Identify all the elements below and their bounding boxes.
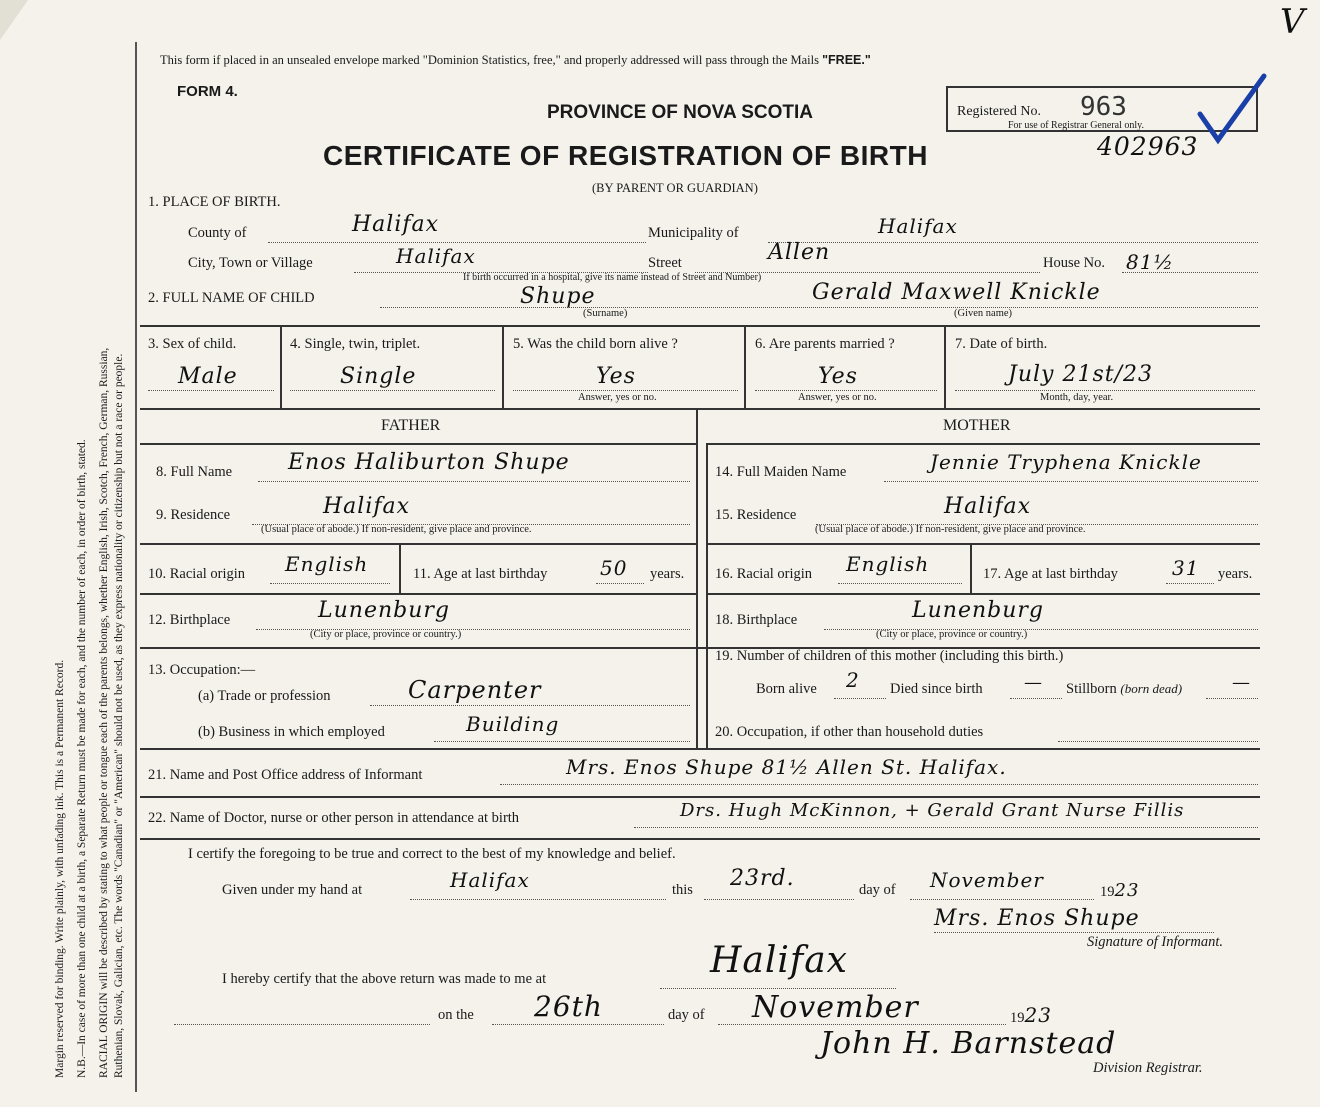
mother-residence-label: 15. Residence (715, 507, 797, 523)
certificate-title: CERTIFICATE OF REGISTRATION OF BIRTH (323, 140, 928, 171)
registrar-statement: I hereby certify that the above return was made to me at (222, 971, 547, 987)
mother-name-label: 14. Full Maiden Name (715, 464, 847, 480)
plurality-value: Single (340, 364, 417, 389)
father-trade-value: Carpenter (408, 676, 542, 704)
sex-value: Male (178, 364, 238, 389)
municipality-value: Halifax (878, 214, 958, 238)
surname-note: (Surname) (583, 308, 628, 319)
certify-year-prefix: 19 (1100, 884, 1115, 900)
place-of-birth-label: 1. PLACE OF BIRTH. (148, 194, 281, 210)
house-label: House No. (1043, 255, 1106, 271)
city-value: Halifax (396, 244, 476, 268)
mother-age-label: 17. Age at last birthday (983, 566, 1118, 582)
informant-signature-label: Signature of Informant. (1087, 934, 1224, 950)
mother-residence-value: Halifax (944, 494, 1032, 519)
born-alive-value: Yes (596, 364, 636, 389)
child-surname: Shupe (520, 284, 596, 309)
certificate-subtitle: (BY PARENT OR GUARDIAN) (592, 181, 758, 195)
informant-signature: Mrs. Enos Shupe (934, 906, 1140, 931)
mail-note-free: "FREE." (822, 53, 871, 67)
father-age-unit: years. (650, 566, 685, 582)
registered-label: Registered No. (957, 104, 1041, 119)
house-value: 81½ (1126, 250, 1174, 274)
stillborn-text: Stillborn (1066, 681, 1117, 697)
registrar-year-value: 23 (1024, 1003, 1052, 1027)
father-racial-value: English (285, 552, 369, 576)
birth-date-label: 7. Date of birth. (955, 336, 1048, 352)
registered-value: 963 (1080, 92, 1127, 122)
father-racial-label: 10. Racial origin (148, 566, 246, 582)
certify-day-of-label: day of (859, 882, 896, 898)
birth-date-note: Month, day, year. (1040, 392, 1114, 403)
registrar-month: November (752, 990, 919, 1025)
hospital-note: If birth occurred in a hospital, give its name instead of Street and Number) (463, 272, 762, 283)
registrar-day: 26th (534, 990, 603, 1023)
registrar-signature-label: Division Registrar. (1093, 1060, 1203, 1076)
father-business-label: (b) Business in which employed (198, 724, 385, 740)
born-alive-count: 2 (846, 668, 860, 692)
father-birthplace-label: 12. Birthplace (148, 612, 231, 628)
margin-note-3: RACIAL ORIGIN will be described by stating to what people or tongue each of the parents belongs, whether English, Irish, Scotch, French, German, Russian, (98, 347, 110, 1078)
registrar-year-prefix: 19 (1010, 1010, 1025, 1026)
mother-birthplace-note: (City or place, province or country.) (876, 629, 1028, 640)
mother-age-value: 31 (1172, 556, 1200, 580)
margin-note-1: Margin reserved for binding. Write plainly, with unfading ink. This is a Permanent Record. (54, 659, 66, 1078)
plurality-label: 4. Single, twin, triplet. (290, 336, 421, 352)
born-alive-label: 5. Was the child born alive ? (513, 336, 678, 352)
mail-note (160, 53, 871, 68)
father-name-value: Enos Haliburton Shupe (288, 450, 570, 475)
registrar-place: Halifax (710, 940, 848, 981)
row3-bottom-rule (140, 408, 1260, 410)
father-age-value: 50 (600, 556, 628, 580)
father-age-label: 11. Age at last birthday (413, 566, 548, 582)
attendant-label: 22. Name of Doctor, nurse or other person in attendance at birth (148, 810, 520, 826)
checkmark-icon (1196, 70, 1270, 150)
county-value: Halifax (352, 212, 440, 237)
parents-married-label: 6. Are parents married ? (755, 336, 895, 352)
informant-value: Mrs. Enos Shupe 81½ Allen St. Halifax. (566, 755, 1007, 779)
certify-year (1100, 880, 1139, 901)
given-place: Halifax (450, 868, 530, 892)
died-since-birth-value: — (1024, 672, 1043, 693)
born-alive-note: Answer, yes or no. (578, 392, 657, 403)
mother-name-value: Jennie Tryphena Knickle (930, 450, 1202, 474)
mother-age-unit: years. (1218, 566, 1253, 582)
binding-margin-line (135, 42, 137, 1092)
child-name-label: 2. FULL NAME OF CHILD (148, 290, 315, 306)
stillborn-note: (born dead) (1120, 681, 1183, 696)
father-business-value: Building (466, 712, 560, 736)
father-birthplace-value: Lunenburg (318, 598, 450, 623)
city-label: City, Town or Village (188, 255, 313, 271)
mail-note-text: This form if placed in an unsealed envelope marked "Dominion Statistics, free," and properly addressed will pass through the Mails (160, 53, 819, 67)
mother-residence-note: (Usual place of abode.) If non-resident, give place and province. (815, 524, 1086, 535)
street-value: Allen (768, 240, 831, 265)
handwritten-number: 402963 (1097, 132, 1199, 161)
child-given-name: Gerald Maxwell Knickle (812, 280, 1101, 305)
county-label: County of (188, 225, 247, 241)
registrar-year (1010, 1003, 1052, 1027)
this-label: this (672, 882, 693, 898)
corner-fold (0, 0, 28, 40)
parents-married-value: Yes (818, 364, 858, 389)
certify-year-value: 23 (1114, 880, 1140, 901)
row3-top-rule (140, 325, 1260, 327)
died-since-birth-label: Died since birth (890, 681, 983, 697)
father-trade-label: (a) Trade or profession (198, 688, 331, 704)
sex-label: 3. Sex of child. (148, 336, 237, 352)
mother-birthplace-label: 18. Birthplace (715, 612, 798, 628)
father-birthplace-note: (City or place, province or country.) (310, 629, 462, 640)
father-occupation-label: 13. Occupation:— (148, 662, 256, 678)
margin-note-4: Ruthenian, Slovak, Galician, etc. The words "Canadian" or "American" should not be used, as they express nationality or citizenship but not a race or people. (113, 353, 125, 1078)
given-name-note: (Given name) (954, 308, 1013, 319)
mother-racial-value: English (846, 552, 930, 576)
attendant-value: Drs. Hugh McKinnon, + Gerald Grant Nurse Fillis (680, 800, 1185, 821)
on-the-label: on the (438, 1007, 474, 1023)
birth-date-value: July 21st/23 (1008, 362, 1153, 387)
street-label: Street (648, 255, 682, 271)
father-heading: FATHER (381, 417, 441, 434)
mother-racial-label: 16. Racial origin (715, 566, 813, 582)
children-count-label: 19. Number of children of this mother (including this birth.) (715, 648, 1064, 664)
registrar-signature: John H. Barnstead (820, 1026, 1117, 1061)
father-residence-label: 9. Residence (156, 507, 231, 523)
given-under-label: Given under my hand at (222, 882, 363, 898)
stillborn-label (1066, 681, 1182, 698)
mother-heading: MOTHER (943, 417, 1011, 434)
province-heading: PROVINCE OF NOVA SCOTIA (547, 102, 814, 123)
parents-married-note: Answer, yes or no. (798, 392, 877, 403)
born-alive-count-label: Born alive (756, 681, 817, 697)
municipality-label: Municipality of (648, 225, 739, 241)
margin-note-2: N.B.—In case of more than one child at a birth, a Separate Return must be made for each, and the number of each, in order of birth, stated. (76, 439, 88, 1078)
father-residence-note: (Usual place of abode.) If non-resident, give place and province. (261, 524, 532, 535)
stillborn-value: — (1232, 672, 1251, 693)
corner-mark: V (1280, 2, 1306, 42)
mother-birthplace-value: Lunenburg (912, 598, 1044, 623)
certify-month: November (930, 868, 1044, 892)
informant-label: 21. Name and Post Office address of Informant (148, 767, 423, 783)
mother-occupation-label: 20. Occupation, if other than household duties (715, 724, 984, 740)
certify-day: 23rd. (730, 866, 795, 891)
certify-statement: I certify the foregoing to be true and correct to the best of my knowledge and belief. (188, 846, 676, 862)
father-residence-value: Halifax (323, 494, 411, 519)
registrar-day-of-label: day of (668, 1007, 705, 1023)
form-number: FORM 4. (177, 83, 238, 100)
registered-note: For use of Registrar General only. (1008, 120, 1144, 131)
father-name-label: 8. Full Name (156, 464, 233, 480)
